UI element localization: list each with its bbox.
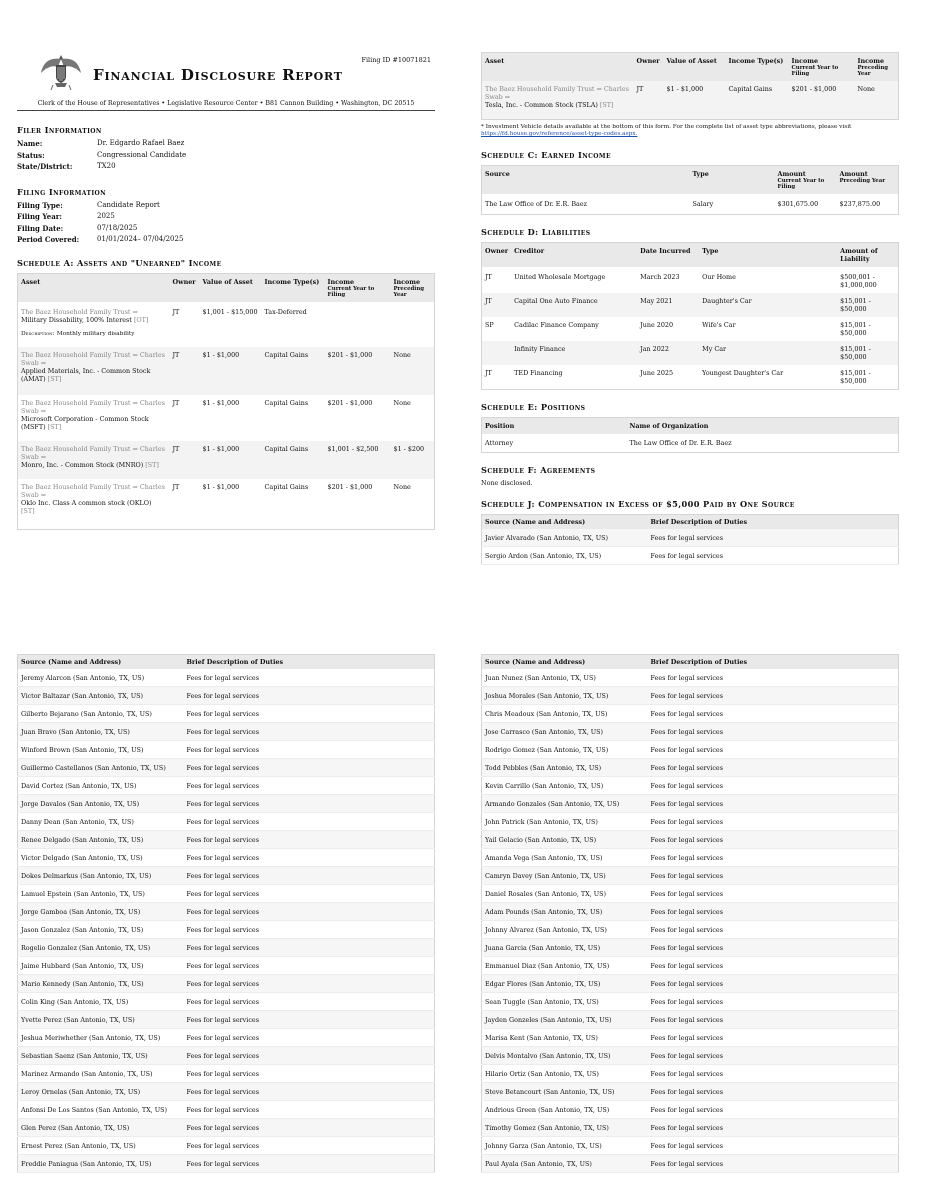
table-row [18,849,435,867]
source-cell: Camryn Davey (San Antonio, TX, US) [482,867,648,885]
duties-cell: Fees for legal services [184,849,435,867]
source-cell: Sean Tuggle (San Antonio, TX, US) [482,993,648,1011]
filing-id: Filing ID #10071821 [361,56,431,64]
duties-cell: Fees for legal services [648,1137,899,1155]
source-cell: Joshua Morales (San Antonio, TX, US) [482,687,648,705]
schedule-e-section [481,402,899,453]
duties-cell: Fees for legal services [184,777,435,795]
source-cell: David Cortez (San Antonio, TX, US) [18,777,184,795]
source-cell: Renee Delgado (San Antonio, TX, US) [18,831,184,849]
source-cell: Anfonsi De Los Santos (San Antonio, TX, US) [18,1101,184,1119]
source-cell: Guillermo Castellanos (San Antonio, TX, US) [18,759,184,777]
table-header-row: Source (Name and Address) Brief Description of Duties [482,515,899,530]
table-row [18,993,435,1011]
source-cell: Timothy Gomez (San Antonio, TX, US) [482,1119,648,1137]
schedule-a-section [17,258,435,530]
filing-type-row: Filing Type: Candidate Report [17,200,160,210]
source-cell: Yvette Perez (San Antonio, TX, US) [18,1011,184,1029]
source-cell: Paul Ayala (San Antonio, TX, US) [482,1155,648,1173]
schedule-f-text: None disclosed. [481,479,533,487]
filing-information-section [17,187,435,246]
schedule-d-heading: Schedule D: Liabilities [481,227,591,237]
source-cell: Yail Gelacio (San Antonio, TX, US) [482,831,648,849]
table-row [482,1119,899,1137]
source-cell: Rodrigo Gomez (San Antonio, TX, US) [482,741,648,759]
source-cell: Emmanuel Diaz (San Antonio, TX, US) [482,957,648,975]
table-row [482,1101,899,1119]
table-row [482,687,899,705]
duties-cell: Fees for legal services [184,975,435,993]
duties-cell: Fees for legal services [648,975,899,993]
table-row [482,1137,899,1155]
source-cell: John Patrick (San Antonio, TX, US) [482,813,648,831]
table-row [18,957,435,975]
duties-cell: Fees for legal services [184,759,435,777]
schedule-a-table [17,273,435,530]
duties-cell: Fees for legal services [648,795,899,813]
duties-cell: Fees for legal services [648,759,899,777]
schedule-d-section [481,227,899,390]
table-row [18,867,435,885]
duties-cell: Fees for legal services [184,993,435,1011]
report-page-2 [481,52,899,560]
table-row [482,849,899,867]
duties-cell: Fees for legal services [184,885,435,903]
table-row: JT TED Financing June 2025 Youngest Daughter's Car $15,001 - $50,000 [485,369,871,385]
duties-cell: Fees for legal services [648,705,899,723]
table-header-row: Source Type Amount Current Year to Filing Amount Preceding Year [482,166,899,195]
duties-cell: Fees for legal services [184,957,435,975]
table-row [18,741,435,759]
report-header [17,48,435,94]
filer-information-section [17,125,435,173]
table-row [18,687,435,705]
source-cell: Delvis Montalvo (San Antonio, TX, US) [482,1047,648,1065]
source-cell: Jose Carrasco (San Antonio, TX, US) [482,723,648,741]
source-cell: Juana Garcia (San Antonio, TX, US) [482,939,648,957]
table-header-row: Asset Owner Value of Asset Income Type(s) Income Current Year to Filing Income Preceding Year [482,53,899,82]
table-row [18,723,435,741]
table-row [18,795,435,813]
table-header-row: Asset Owner Value of Asset Income Type(s) Income Current Year to Filing Income Preceding Year [18,273,435,302]
table-row [18,831,435,849]
duties-cell: Fees for legal services [184,867,435,885]
source-cell: Amanda Vega (San Antonio, TX, US) [482,849,648,867]
table-row [18,975,435,993]
source-cell: Andrious Green (San Antonio, TX, US) [482,1101,648,1119]
duties-cell: Fees for legal services [184,1083,435,1101]
source-cell: Colin King (San Antonio, TX, US) [18,993,184,1011]
table-row: JT Capital One Auto Finance May 2021 Daughter's Car $15,001 - $50,000 [482,293,899,317]
schedule-e-heading: Schedule E: Positions [481,402,586,412]
duties-cell: Fees for legal services [184,1155,435,1173]
schedule-c-table [481,165,899,215]
table-row [18,1119,435,1137]
source-cell: Edgar Flores (San Antonio, TX, US) [482,975,648,993]
table-row [18,1155,435,1173]
table-row [18,1101,435,1119]
source-cell: Marisa Kent (San Antonio, TX, US) [482,1029,648,1047]
source-cell: Victor Baltazar (San Antonio, TX, US) [18,687,184,705]
duties-cell: Fees for legal services [648,777,899,795]
source-cell: Jason Gonzalez (San Antonio, TX, US) [18,921,184,939]
source-cell: Hilario Ortiz (San Antonio, TX, US) [482,1065,648,1083]
duties-cell: Fees for legal services [648,921,899,939]
schedule-a-heading: Schedule A: Assets and "Unearned" Income [17,257,222,268]
house-seal-eagle-icon [39,49,83,93]
table-row [482,1065,899,1083]
table-row [482,669,899,687]
source-cell: Adam Pounds (San Antonio, TX, US) [482,903,648,921]
source-cell: Johnny Garza (San Antonio, TX, US) [482,1137,648,1155]
table-row [482,939,899,957]
duties-cell: Fees for legal services [184,813,435,831]
duties-cell: Fees for legal services [648,723,899,741]
table-row [18,885,435,903]
table-row: Infinity Finance Jan 2022 My Car $15,001 - $50,000 [482,341,899,365]
schedule-j-section [481,499,899,565]
source-cell: Jeshua Meriwhether (San Antonio, TX, US) [18,1029,184,1047]
duties-cell: Fees for legal services [184,1119,435,1137]
table-row [18,1029,435,1047]
table-row: The Baez Household Family Trust ⇒ Charles Swab ⇒ Oklo Inc. Class A common stock (OKLO) [ST] JT $1 - $1,000 Capital Gains $201 - $1,000 None [21,482,411,515]
table-row [482,777,899,795]
table-row [482,885,899,903]
schedule-d-table [481,242,899,390]
duties-cell: Fees for legal services [648,1101,899,1119]
filing-year-row: Filing Year: 2025 [17,212,115,221]
report-page-4 [481,654,899,1168]
source-cell: Armando Gonzales (San Antonio, TX, US) [482,795,648,813]
table-row: The Baez Household Family Trust ⇒ Charles Swab ⇒ Microsoft Corporation - Common Stock (MSFT) [ST] JT $1 - $1,000 Capital Gains $201 - $1,000 None [21,398,411,431]
report-page-1 [17,48,435,538]
table-row [18,903,435,921]
duties-cell: Fees for legal services [184,1065,435,1083]
duties-cell: Fees for legal services [648,885,899,903]
table-row [18,939,435,957]
table-row [18,1047,435,1065]
schedule-c-section [481,150,899,215]
duties-cell: Fees for legal services [184,921,435,939]
source-cell: Juan Bravo (San Antonio, TX, US) [18,723,184,741]
source-cell: Mario Kennedy (San Antonio, TX, US) [18,975,184,993]
duties-cell: Fees for legal services [648,687,899,705]
duties-cell: Fees for legal services [648,669,899,687]
duties-cell: Fees for legal services [648,831,899,849]
table-header-row: Position Name of Organization [482,418,899,435]
source-cell: Marinez Armando (San Antonio, TX, US) [18,1065,184,1083]
duties-cell: Fees for legal services [648,993,899,1011]
table-row [482,903,899,921]
table-row [18,813,435,831]
source-cell: Jaime Hubbard (San Antonio, TX, US) [18,957,184,975]
schedule-c-heading: Schedule C: Earned Income [481,150,611,160]
source-cell: Rogelio Gonzalez (San Antonio, TX, US) [18,939,184,957]
table-row [482,795,899,813]
duties-cell: Fees for legal services [184,1047,435,1065]
table-row: The Baez Household Family Trust ⇒ Military Dissability, 100% Interest [OT] Description: Monthly military disability JT $1,001 - $15,000 Tax-Deferred [21,307,307,337]
source-cell: Johnny Alvarez (San Antonio, TX, US) [482,921,648,939]
table-row [482,705,899,723]
duties-cell: Fees for legal services [648,813,899,831]
table-row [482,741,899,759]
table-row [18,1137,435,1155]
filer-name-row: Name: Dr. Edgardo Rafael Baez [17,139,185,148]
period-covered-row: Period Covered: 01/01/2024– 07/04/2025 [17,235,184,244]
filer-information-heading: Filer Information [17,125,102,135]
duties-cell: Fees for legal services [184,1011,435,1029]
table-row [18,1065,435,1083]
table-row [18,759,435,777]
source-cell: Ernest Perez (San Antonio, TX, US) [18,1137,184,1155]
source-cell: Glen Perez (San Antonio, TX, US) [18,1119,184,1137]
schedule-j-heading: Schedule J: Compensation in Excess of $5,000 Paid by One Source [481,499,795,509]
source-cell: Jayden Gonzeles (San Antonio, TX, US) [482,1011,648,1029]
source-cell: Jorge Gamboa (San Antonio, TX, US) [18,903,184,921]
table-row [18,1083,435,1101]
duties-cell: Fees for legal services [184,687,435,705]
table-row [482,1083,899,1101]
duties-cell: Fees for legal services [648,1011,899,1029]
duties-cell: Fees for legal services [648,903,899,921]
source-cell: Chris Meadoux (San Antonio, TX, US) [482,705,648,723]
table-row: The Baez Household Family Trust ⇒ Charles Swab ⇒ Applied Materials, Inc. - Common Stock (AMAT) [ST] JT $1 - $1,000 Capital Gains $201 - $1,000 None [18,347,435,395]
table-row: The Baez Household Family Trust ⇒ Charles Swab ⇒ Tesla, Inc. - Common Stock (TSLA) [ST] JT $1 - $1,000 Capital Gains $201 - $1,000 None [482,81,899,120]
duties-cell: Fees for legal services [184,1029,435,1047]
table-row [482,813,899,831]
source-cell: Jeremy Alarcon (San Antonio, TX, US) [18,669,184,687]
duties-cell: Fees for legal services [648,1083,899,1101]
source-cell: Danny Dean (San Antonio, TX, US) [18,813,184,831]
table-row [482,759,899,777]
duties-cell: Fees for legal services [184,1101,435,1119]
table-row [18,669,435,687]
duties-cell: Fees for legal services [184,669,435,687]
source-cell: Todd Pebbles (San Antonio, TX, US) [482,759,648,777]
table-row [482,867,899,885]
source-cell: Steve Betancourt (San Antonio, TX, US) [482,1083,648,1101]
duties-cell: Fees for legal services [648,741,899,759]
table-header-row: Source (Name and Address) Brief Description of Duties [482,655,899,670]
source-cell: Daniel Rosales (San Antonio, TX, US) [482,885,648,903]
table-row [482,723,899,741]
report-title: Financial Disclosure Report [93,66,343,84]
table-row [18,705,435,723]
duties-cell: Fees for legal services [648,939,899,957]
source-cell: Lamuel Epstein (San Antonio, TX, US) [18,885,184,903]
source-cell: Gilberto Bejarano (San Antonio, TX, US) [18,705,184,723]
source-cell: Juan Nunez (San Antonio, TX, US) [482,669,648,687]
table-header-row: Owner Creditor Date Incurred Type Amount of Liability [482,243,899,268]
source-cell: Sebastian Saenz (San Antonio, TX, US) [18,1047,184,1065]
schedule-a-continued-table [481,52,899,120]
duties-cell: Fees for legal services [184,831,435,849]
filing-date-row: Filing Date: 07/18/2025 [17,223,138,233]
duties-cell: Fees for legal services [184,939,435,957]
table-row: The Baez Household Family Trust ⇒ Charles Swab ⇒ Monro, Inc. - Common Stock (MNRO) [ST] JT $1 - $1,000 Capital Gains $1,001 - $2,500 $1 - $200 [18,441,435,479]
table-row [482,1047,899,1065]
table-row [18,1011,435,1029]
table-row [482,993,899,1011]
table-row: JT United Wholesale Mortgage March 2023 Our Home $500,001 - $1,000,000 [485,273,877,289]
table-row [18,921,435,939]
table-row: The Law Office of Dr. E.R. Baez Salary $301,675.00 $237,875.00 [485,200,881,208]
source-cell: Dokes Delmarkus (San Antonio, TX, US) [18,867,184,885]
table-row: Attorney The Law Office of Dr. E.R. Baez [485,439,732,447]
duties-cell: Fees for legal services [184,723,435,741]
source-cell: Freddie Paniagua (San Antonio, TX, US) [18,1155,184,1173]
duties-cell: Fees for legal services [648,957,899,975]
schedule-f-heading: Schedule F: Agreements [481,465,596,475]
duties-cell: Fees for legal services [184,1137,435,1155]
table-header-row: Source (Name and Address) Brief Description of Duties [18,655,435,670]
table-row [482,921,899,939]
table-row [482,831,899,849]
duties-cell: Fees for legal services [648,849,899,867]
duties-cell: Fees for legal services [184,741,435,759]
duties-cell: Fees for legal services [648,1029,899,1047]
duties-cell: Fees for legal services [648,1155,899,1173]
schedule-e-table [481,417,899,453]
duties-cell: Fees for legal services [184,795,435,813]
source-cell: Leroy Ornelas (San Antonio, TX, US) [18,1083,184,1101]
clerk-address-line: Clerk of the House of Representatives • Legislative Resource Center • B81 Cannon Building • Washington, DC 20515 [17,94,435,111]
compensation-table-page-3 [17,654,435,1173]
table-row [482,957,899,975]
table-row [18,777,435,795]
duties-cell: Fees for legal services [648,1065,899,1083]
report-page-3 [17,654,435,1168]
duties-cell: Fees for legal services [648,1119,899,1137]
table-row [482,1155,899,1173]
compensation-table-page-4 [481,654,899,1173]
duties-cell: Fees for legal services [648,867,899,885]
source-cell: Jorge Davalos (San Antonio, TX, US) [18,795,184,813]
asset-footnote: * Investment Vehicle details available at the bottom of this form. For the complete list of asset type abbreviations, please visit https://fd.house.gov/reference/asset-type-codes.aspx. [481,124,852,137]
filing-information-heading: Filing Information [17,186,107,197]
table-row [482,1029,899,1047]
filer-district-row: State/District: TX20 [17,162,116,171]
schedule-j-table [481,514,899,565]
table-row [482,975,899,993]
source-cell: Winford Brown (San Antonio, TX, US) [18,741,184,759]
asset-type-codes-link[interactable]: https://fd.house.gov/reference/asset-type-codes.aspx. [481,131,638,137]
duties-cell: Fees for legal services [184,705,435,723]
duties-cell: Fees for legal services [184,903,435,921]
table-row: Javier Alvarado (San Antonio, TX, US) Fees for legal services [482,529,899,547]
table-row: SP Cadilac Finance Company June 2020 Wife's Car $15,001 - $50,000 [485,321,871,337]
duties-cell: Fees for legal services [648,1047,899,1065]
filer-status-row: Status: Congressional Candidate [17,150,187,160]
table-row: Sergio Ardon (San Antonio, TX, US) Fees for legal services [482,547,899,565]
schedule-f-section [481,465,899,487]
source-cell: Victor Delgado (San Antonio, TX, US) [18,849,184,867]
source-cell: Kevin Carrillo (San Antonio, TX, US) [482,777,648,795]
table-row [482,1011,899,1029]
